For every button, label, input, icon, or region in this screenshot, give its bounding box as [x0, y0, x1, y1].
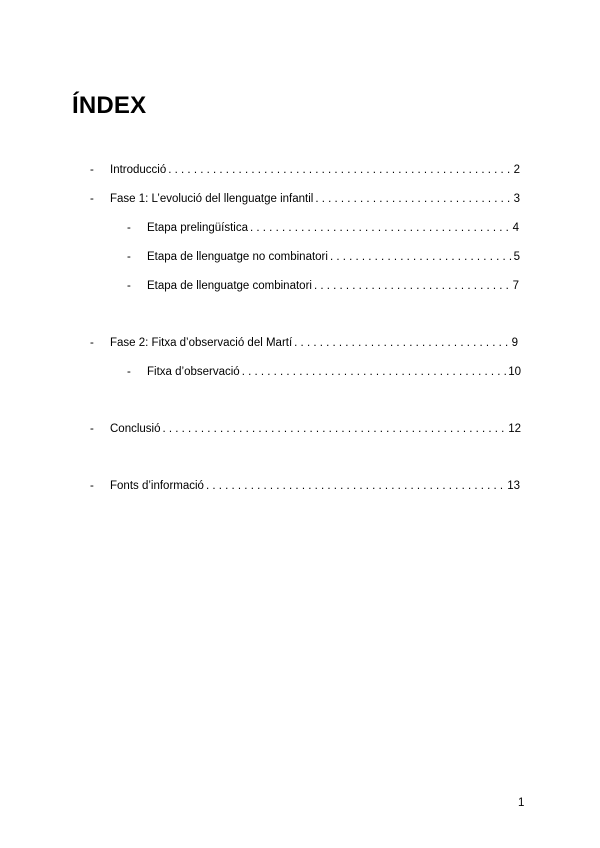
toc-leader-dots [294, 336, 509, 350]
toc-page-number: 13 [507, 480, 520, 492]
toc-dash: - [127, 251, 131, 263]
toc-entry-text: Conclusió [110, 423, 161, 435]
toc-entry-fase-1[interactable] [90, 192, 520, 206]
toc-dash: - [90, 164, 94, 176]
toc-page-number: 2 [513, 164, 520, 176]
page-number: 1 [518, 797, 525, 809]
toc-entry-text: Etapa prelingüística [147, 222, 249, 234]
toc-page-number: 12 [508, 423, 521, 435]
toc-leader-dots [163, 422, 507, 436]
toc-entry-etapa-no-combinatori[interactable] [127, 250, 520, 264]
toc-entry-text: Fitxa d’observació [147, 366, 240, 378]
toc-entry-text: Etapa de llenguatge no combinatori [147, 251, 328, 263]
toc-dash: - [127, 222, 131, 234]
toc-leader-dots [242, 365, 507, 379]
toc-entry-conclusio[interactable] [90, 422, 521, 436]
toc-entry-etapa-combinatori[interactable] [127, 279, 519, 293]
toc-page-number: 5 [513, 251, 520, 263]
page-title: ÍNDEX [72, 92, 147, 119]
toc-dash: - [127, 280, 131, 292]
toc-leader-dots [315, 192, 511, 206]
toc-page-number: 9 [511, 337, 518, 349]
toc-entry-text: Introducció [110, 164, 167, 176]
toc-entry-introduccio[interactable] [90, 163, 520, 177]
toc-entry-text: Etapa de llenguatge combinatori [147, 280, 312, 292]
toc-entry-etapa-prelinguistica[interactable] [127, 221, 519, 235]
toc-leader-dots [206, 479, 505, 493]
toc-entry-fitxa-observacio[interactable] [127, 365, 521, 379]
toc-entry-fase-2[interactable] [90, 336, 518, 350]
toc-dash: - [90, 480, 94, 492]
toc-dash: - [127, 366, 131, 378]
toc-dash: - [90, 337, 94, 349]
toc-dash: - [90, 423, 94, 435]
toc-page-number: 3 [513, 193, 520, 205]
toc-dash: - [90, 193, 94, 205]
toc-entry-text: Fonts d’informació [110, 480, 204, 492]
toc-page-number: 10 [508, 366, 521, 378]
toc-entry-text: Fase 1: L’evolució del llenguatge infantil [110, 193, 314, 205]
toc-leader-dots [330, 250, 512, 264]
toc-entry-fonts-informacio[interactable] [90, 479, 520, 493]
toc-leader-dots [250, 221, 511, 235]
toc-page-number: 4 [512, 222, 519, 234]
toc-entry-text: Fase 2: Fitxa d’observació del Martí [110, 337, 293, 349]
toc-page-number: 7 [512, 280, 519, 292]
toc-leader-dots [314, 279, 511, 293]
toc-leader-dots [168, 163, 511, 177]
